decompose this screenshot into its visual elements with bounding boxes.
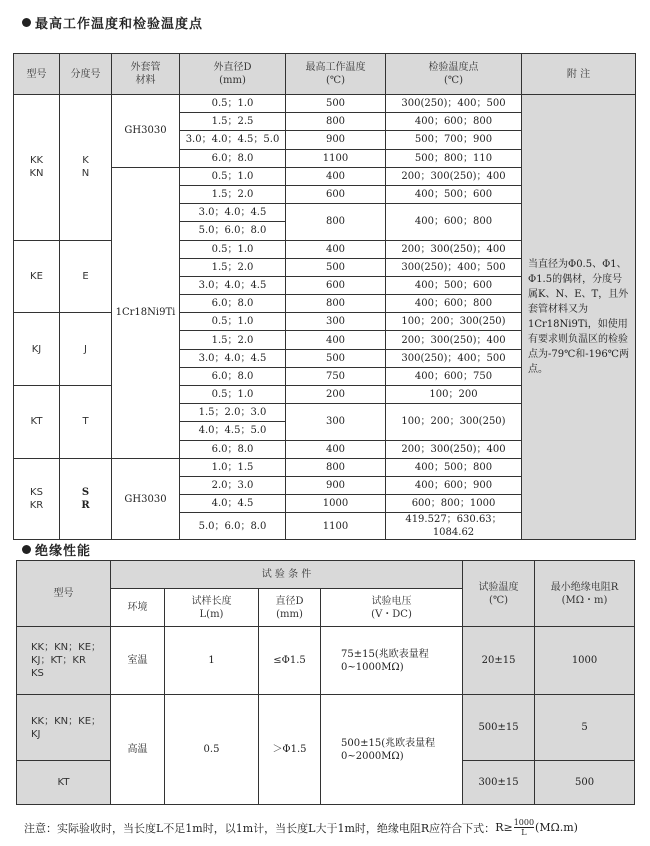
od-cell: 5.0；6.0；8.0 bbox=[180, 513, 286, 540]
grade-cell: J bbox=[60, 313, 112, 386]
test-temp-cell: 200；300(250)；400 bbox=[386, 167, 522, 185]
max-temp-cell: 800 bbox=[286, 295, 386, 313]
voltage-cell: 75±15(兆欧表量程 0~1000MΩ) bbox=[321, 627, 463, 695]
grade-cell: S R bbox=[60, 458, 112, 540]
od-cell: 1.5；2.0 bbox=[180, 331, 286, 349]
grade-cell: T bbox=[60, 386, 112, 459]
od-cell: 3.0；4.0；4.5；5.0 bbox=[180, 131, 286, 149]
insulation-table bbox=[16, 560, 635, 805]
max-temp-cell: 1000 bbox=[286, 495, 386, 513]
max-temp-cell: 800 bbox=[286, 458, 386, 476]
test-temp-cell: 300±15 bbox=[463, 761, 535, 805]
max-temp-cell: 1100 bbox=[286, 149, 386, 167]
max-temp-table bbox=[13, 53, 636, 540]
test-temp-cell: 200；300(250)；400 bbox=[386, 440, 522, 458]
test-temp-cell: 600；800；1000 bbox=[386, 495, 522, 513]
env-cell: 高温 bbox=[111, 695, 165, 805]
test-temp-cell: 500；800；110 bbox=[386, 149, 522, 167]
acceptance-note bbox=[24, 818, 578, 837]
od-cell: 1.5；2.0 bbox=[180, 185, 286, 203]
od-cell: 4.0；4.5；5.0 bbox=[180, 422, 286, 440]
od-cell: 1.0；1.5 bbox=[180, 458, 286, 476]
diameter-cell: ＞Φ1.5 bbox=[259, 695, 321, 805]
od-cell: 6.0；8.0 bbox=[180, 295, 286, 313]
bullet-icon bbox=[22, 545, 31, 554]
diameter-cell: ≤Φ1.5 bbox=[259, 627, 321, 695]
od-cell: 6.0；8.0 bbox=[180, 367, 286, 385]
od-cell: 3.0；4.0；4.5 bbox=[180, 204, 286, 222]
od-cell: 2.0；3.0 bbox=[180, 476, 286, 494]
header-min-resistance: 最小绝缘电阻R (MΩ・m) bbox=[535, 561, 635, 627]
resistance-cell: 5 bbox=[535, 695, 635, 761]
formula-unit: (MΩ.m) bbox=[535, 821, 578, 834]
env-cell: 室温 bbox=[111, 627, 165, 695]
test-temp-cell: 400；500；800 bbox=[386, 458, 522, 476]
resistance-cell: 1000 bbox=[535, 627, 635, 695]
header-diameter: 直径D (mm) bbox=[259, 589, 321, 627]
header-conditions: 试 验 条 件 bbox=[111, 561, 463, 589]
header-model: 型号 bbox=[17, 561, 111, 627]
max-temp-cell: 500 bbox=[286, 258, 386, 276]
test-temp-cell: 300(250)；400；500 bbox=[386, 95, 522, 113]
max-temp-cell: 400 bbox=[286, 167, 386, 185]
test-temp-cell: 20±15 bbox=[463, 627, 535, 695]
sheath-cell: GH3030 bbox=[112, 458, 180, 540]
test-temp-cell: 100；200；300(250) bbox=[386, 313, 522, 331]
max-temp-cell: 200 bbox=[286, 386, 386, 404]
od-cell: 3.0；4.0；4.5 bbox=[180, 276, 286, 294]
header-model: 型号 bbox=[14, 54, 60, 95]
header-remark: 附 注 bbox=[522, 54, 636, 95]
header-env: 环境 bbox=[111, 589, 165, 627]
table-row bbox=[17, 627, 635, 695]
section2-title bbox=[22, 540, 91, 559]
model-cell: KT bbox=[17, 761, 111, 805]
od-cell: 0.5；1.0 bbox=[180, 95, 286, 113]
length-cell: 0.5 bbox=[165, 695, 259, 805]
max-temp-cell: 400 bbox=[286, 440, 386, 458]
max-temp-cell: 400 bbox=[286, 331, 386, 349]
sheath-cell: GH3030 bbox=[112, 95, 180, 168]
table-header-row bbox=[17, 561, 635, 589]
od-cell: 6.0；8.0 bbox=[180, 149, 286, 167]
table-header-row bbox=[14, 54, 636, 95]
sheath-cell: 1Cr18Ni9Ti bbox=[112, 167, 180, 458]
test-temp-cell: 500；700；900 bbox=[386, 131, 522, 149]
model-cell: KE bbox=[14, 240, 60, 313]
grade-cell: K N bbox=[60, 95, 112, 241]
test-temp-cell: 400；500；600 bbox=[386, 185, 522, 203]
od-cell: 1.5；2.0；3.0 bbox=[180, 404, 286, 422]
model-cell: KK KN bbox=[14, 95, 60, 241]
model-cell: KS KR bbox=[14, 458, 60, 540]
max-temp-cell: 900 bbox=[286, 131, 386, 149]
header-test-temp: 试验温度 (℃) bbox=[463, 561, 535, 627]
bullet-icon bbox=[22, 18, 31, 27]
test-temp-cell: 500±15 bbox=[463, 695, 535, 761]
test-temp-cell: 200；300(250)；400 bbox=[386, 331, 522, 349]
max-temp-cell: 800 bbox=[286, 204, 386, 240]
model-cell: KK；KN；KE； KJ；KT；KR KS bbox=[17, 627, 111, 695]
test-temp-cell: 400；600；800 bbox=[386, 204, 522, 240]
test-temp-cell: 400；600；750 bbox=[386, 367, 522, 385]
max-temp-cell: 600 bbox=[286, 185, 386, 203]
header-od: 外直径D (mm) bbox=[180, 54, 286, 95]
od-cell: 5.0；6.0；8.0 bbox=[180, 222, 286, 240]
test-temp-cell: 400；600；900 bbox=[386, 476, 522, 494]
max-temp-cell: 300 bbox=[286, 404, 386, 440]
table-row bbox=[14, 95, 636, 113]
model-cell: KK；KN；KE； KJ bbox=[17, 695, 111, 761]
model-cell: KT bbox=[14, 386, 60, 459]
grade-cell: E bbox=[60, 240, 112, 313]
od-cell: 6.0；8.0 bbox=[180, 440, 286, 458]
section1-title-text: 最高工作温度和检验温度点 bbox=[35, 17, 204, 32]
test-temp-cell: 100；200；300(250) bbox=[386, 404, 522, 440]
section1-title bbox=[22, 13, 203, 32]
formula-lhs: R≥ bbox=[495, 821, 513, 834]
max-temp-cell: 400 bbox=[286, 240, 386, 258]
od-cell: 4.0；4.5 bbox=[180, 495, 286, 513]
test-temp-cell: 100；200 bbox=[386, 386, 522, 404]
test-temp-cell: 400；600；800 bbox=[386, 295, 522, 313]
od-cell: 0.5；1.0 bbox=[180, 313, 286, 331]
max-temp-cell: 500 bbox=[286, 95, 386, 113]
max-temp-cell: 500 bbox=[286, 349, 386, 367]
section2-title-text: 绝缘性能 bbox=[35, 544, 92, 559]
header-voltage: 试验电压 (V・DC) bbox=[321, 589, 463, 627]
max-temp-cell: 1100 bbox=[286, 513, 386, 540]
max-temp-cell: 900 bbox=[286, 476, 386, 494]
voltage-cell: 500±15(兆欧表量程 0~2000MΩ) bbox=[321, 695, 463, 805]
test-temp-cell: 419.527；630.63；1084.62 bbox=[386, 513, 522, 540]
remark-cell: 当直径为Φ0.5、Φ1、Φ1.5的偶材，分度号属K、N、E、T，且外套管材料又为1Cr18Ni9Ti，如使用有要求则负温区的检验点为-79℃和-196℃两点。 bbox=[522, 95, 636, 540]
od-cell: 3.0；4.0；4.5 bbox=[180, 349, 286, 367]
max-temp-cell: 300 bbox=[286, 313, 386, 331]
header-test-temp: 检验温度点 (℃) bbox=[386, 54, 522, 95]
model-cell: KJ bbox=[14, 313, 60, 386]
max-temp-cell: 800 bbox=[286, 113, 386, 131]
header-grade: 分度号 bbox=[60, 54, 112, 95]
test-temp-cell: 300(250)；400；500 bbox=[386, 258, 522, 276]
note-text: 注意：实际验收时，当长度L不足1m时，以1m计，当长度L大于1m时，绝缘电阻R应符合下式： bbox=[24, 821, 496, 835]
test-temp-cell: 300(250)；400；500 bbox=[386, 349, 522, 367]
od-cell: 1.5；2.5 bbox=[180, 113, 286, 131]
table-row bbox=[17, 695, 635, 761]
length-cell: 1 bbox=[165, 627, 259, 695]
test-temp-cell: 200；300(250)；400 bbox=[386, 240, 522, 258]
od-cell: 0.5；1.0 bbox=[180, 240, 286, 258]
test-temp-cell: 400；500；600 bbox=[386, 276, 522, 294]
formula-fraction bbox=[514, 818, 534, 837]
test-temp-cell: 400；600；800 bbox=[386, 113, 522, 131]
max-temp-cell: 750 bbox=[286, 367, 386, 385]
od-cell: 0.5；1.0 bbox=[180, 167, 286, 185]
formula-denominator: L bbox=[521, 828, 527, 837]
od-cell: 0.5；1.0 bbox=[180, 386, 286, 404]
max-temp-cell: 600 bbox=[286, 276, 386, 294]
header-length: 试样长度 L(m) bbox=[165, 589, 259, 627]
od-cell: 1.5；2.0 bbox=[180, 258, 286, 276]
formula-numerator: 1000 bbox=[513, 818, 535, 827]
header-max-temp: 最高工作温度 (℃) bbox=[286, 54, 386, 95]
resistance-cell: 500 bbox=[535, 761, 635, 805]
header-sheath: 外套管 材料 bbox=[112, 54, 180, 95]
